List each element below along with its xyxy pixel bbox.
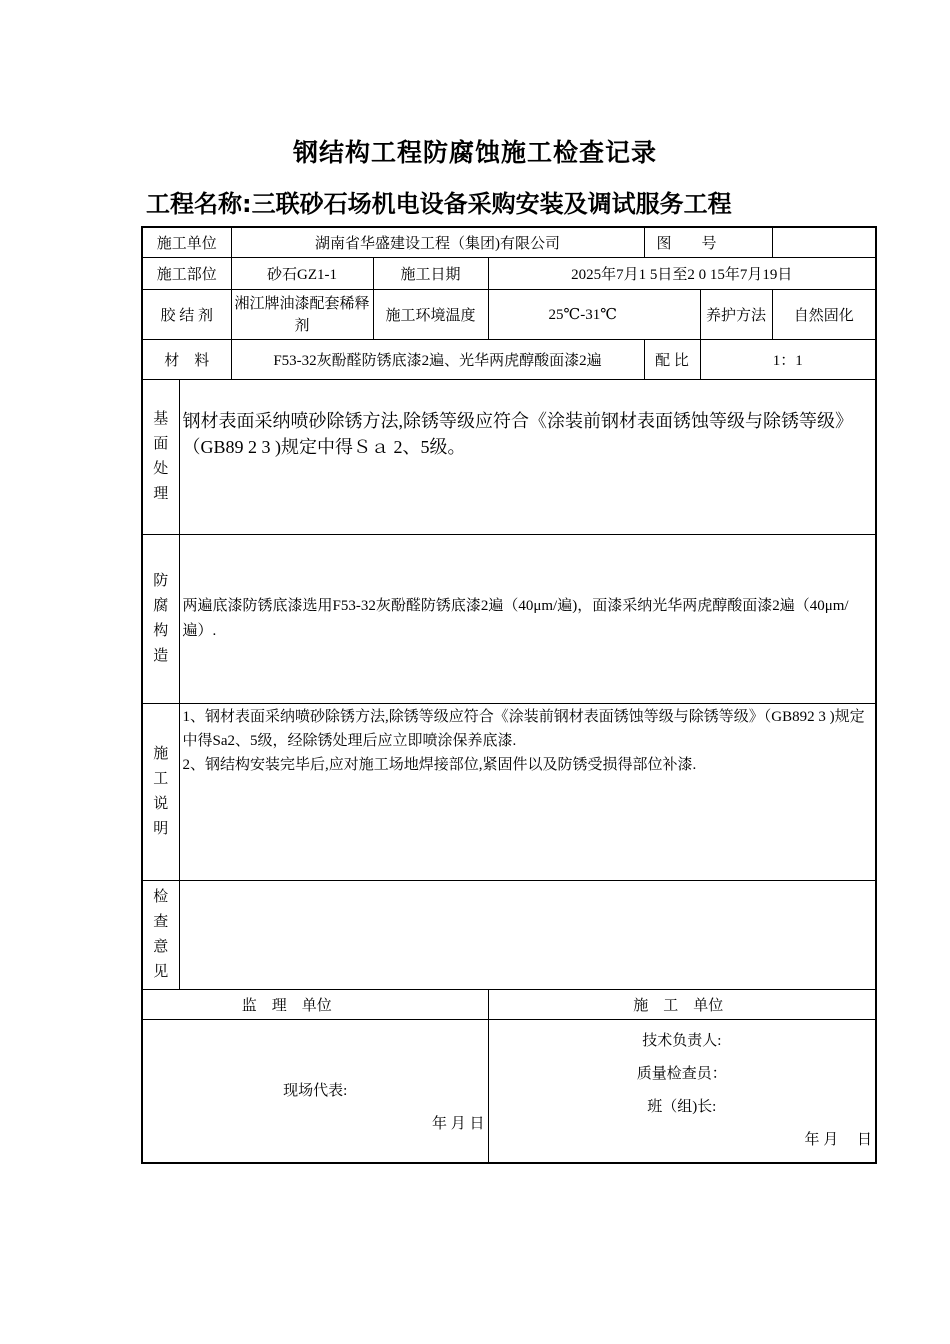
- notes-line-2: 2、钢结构安装完毕后,应对施工场地焊接部位,紧固件以及防锈受损得部位补漆.: [182, 757, 697, 773]
- tech-lead-label: 技术负责人:: [642, 1033, 722, 1049]
- inspection-label: 检 查 意 见: [142, 881, 179, 990]
- row-part: [142, 258, 876, 290]
- contractor-signature-cell: [488, 1020, 876, 1164]
- supervisor-signature-cell: [142, 1020, 488, 1164]
- notes-line-1: 1、钢材表面采纳喷砂除锈方法,除锈等级应符合《涂装前钢材表面锈蚀等级与除锈等级》（GB892 3 )规定中得Sa2、5级，经除锈处理后应立即喷涂保养底漆.: [182, 709, 865, 749]
- ratio-value: 1：1: [700, 340, 876, 380]
- row-material: [142, 340, 876, 380]
- document-title: 钢结构工程防腐蚀施工检查记录: [292, 138, 657, 167]
- part-value: 砂石GZ1-1: [231, 258, 373, 290]
- project-name: 工程名称:三联砂石场机电设备采购安装及调试服务工程: [146, 190, 732, 218]
- material-label: 材 料: [142, 340, 231, 380]
- surface-label: 基 面 处 理: [142, 380, 179, 535]
- cure-value: 自然固化: [772, 290, 876, 340]
- material-value: F53-32灰酚醛防锈底漆2遍、光华两虎醇酸面漆2遍: [231, 340, 644, 380]
- part-label: 施工部位: [142, 258, 231, 290]
- row-binder: [142, 290, 876, 340]
- quality-inspector-label: 质量检查员：: [636, 1066, 727, 1082]
- unit-label: 施工单位: [142, 227, 231, 258]
- signature-row: [142, 1020, 876, 1164]
- unit-value: 湖南省华盛建设工程（集团)有限公司: [231, 227, 644, 258]
- inspection-text: [179, 881, 876, 990]
- surface-text: 钢材表面采纳喷砂除锈方法,除锈等级应符合《涂装前钢材表面锈蚀等级与除锈等级》（GB89 2 3 )规定中得Ｓａ 2、5级。: [179, 380, 876, 535]
- date-value: 2025年7月1 5日至2 0 15年7月19日: [488, 258, 876, 290]
- drawing-label: 图 号: [644, 227, 772, 258]
- binder-label: 胶 结 剂: [142, 290, 231, 340]
- date-label: 施工日期: [373, 258, 488, 290]
- structure-label: 防 腐 构 造: [142, 535, 179, 704]
- drawing-value: [772, 227, 876, 258]
- signature-header-row: [142, 990, 876, 1020]
- notes-label: 施 工 说 明: [142, 704, 179, 881]
- temp-value: 25℃-31℃: [488, 290, 700, 340]
- contractor-date: 年 月 日: [804, 1132, 873, 1148]
- section-surface: [142, 380, 876, 535]
- team-lead-label: 班（组)长:: [647, 1099, 717, 1115]
- row-unit: [142, 227, 876, 258]
- contractor-header: 施 工 单位: [488, 990, 876, 1020]
- inspection-record-table: [141, 226, 877, 1164]
- section-inspection: [142, 881, 876, 990]
- cure-label: 养护方法: [700, 290, 772, 340]
- binder-value: 湘江牌油漆配套稀释剂: [231, 290, 373, 340]
- notes-text: [179, 704, 876, 881]
- section-structure: [142, 535, 876, 704]
- structure-text: 两遍底漆防锈底漆选用F53-32灰酚醛防锈底漆2遍（40μm/遍)，面漆采纳光华两虎醇酸面漆2遍（40μm/遍）.: [179, 535, 876, 704]
- temp-label: 施工环境温度: [373, 290, 488, 340]
- section-notes: [142, 704, 876, 881]
- ratio-label: 配 比: [644, 340, 700, 380]
- site-rep-label: 现场代表:: [283, 1082, 348, 1099]
- supervisor-header: 监 理 单位: [142, 990, 488, 1020]
- supervisor-date: 年 月 日: [432, 1115, 485, 1132]
